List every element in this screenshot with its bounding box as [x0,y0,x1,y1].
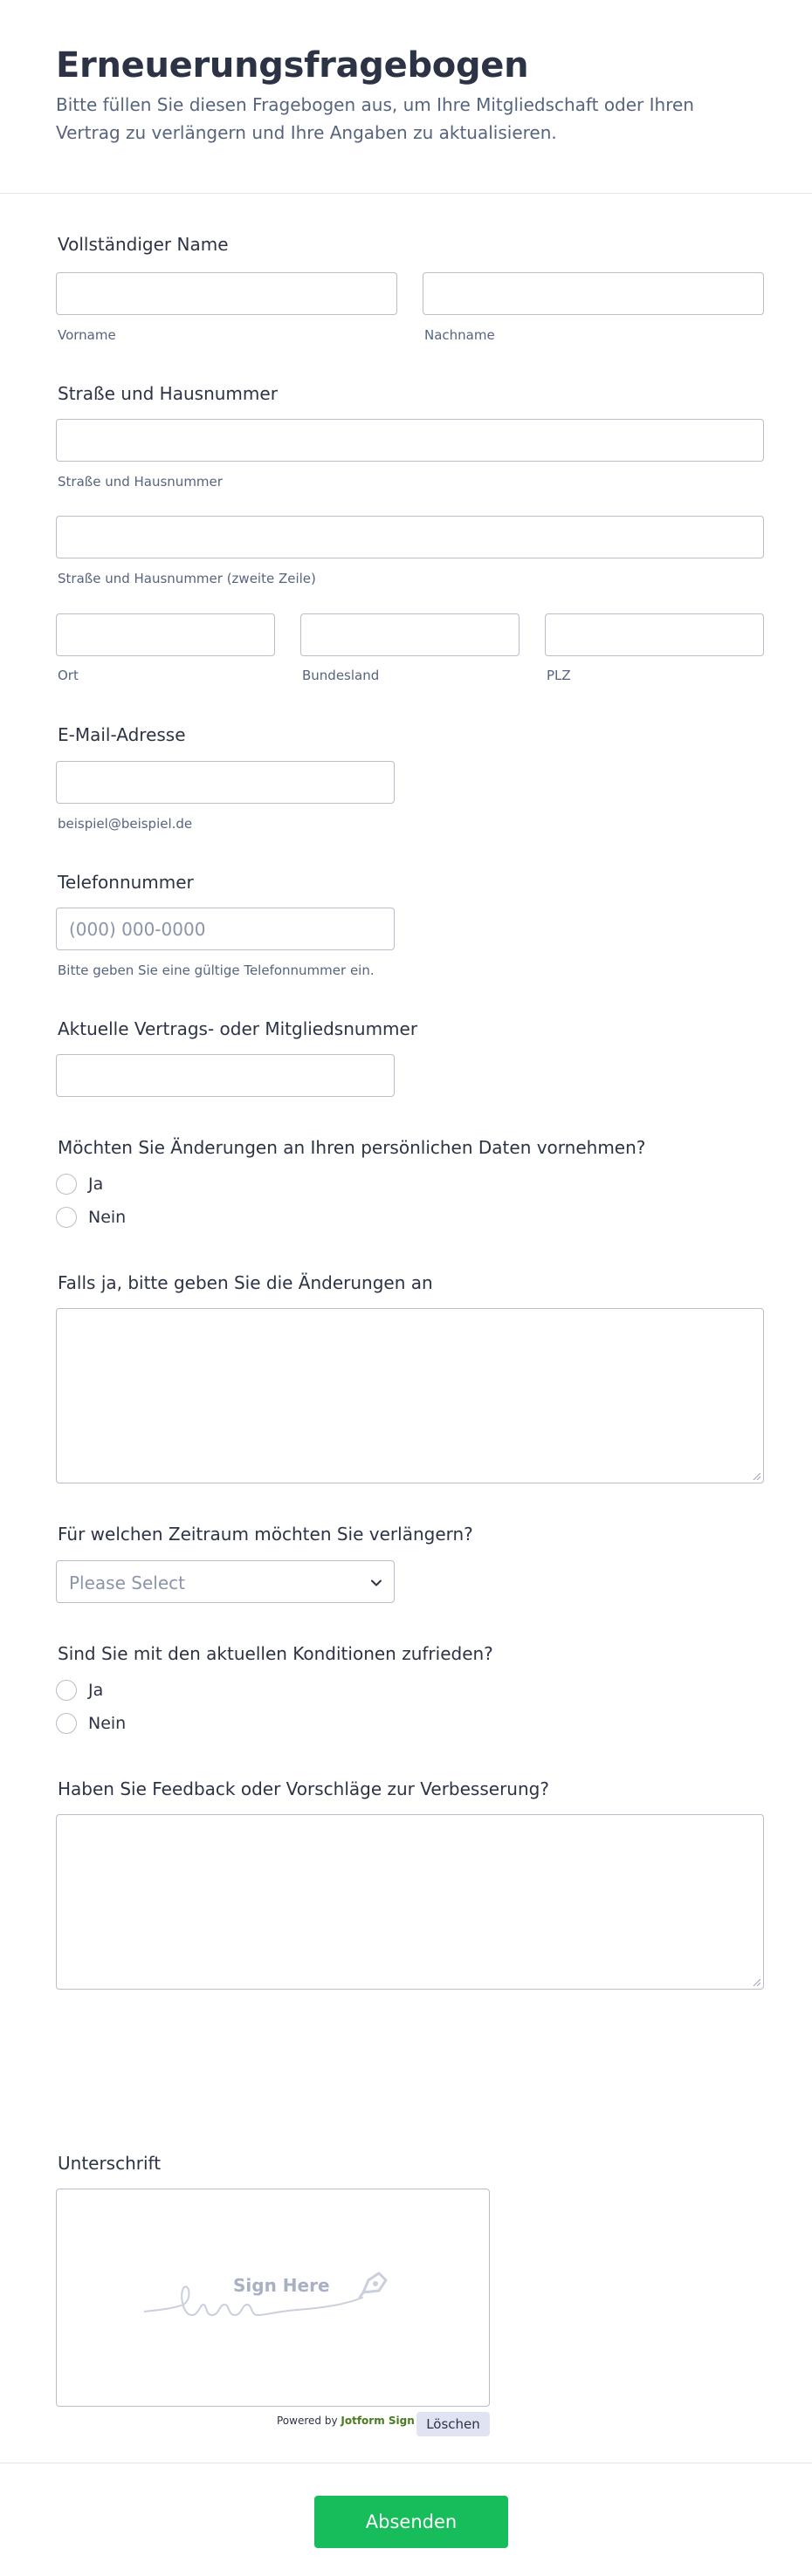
radio-label: Ja [88,1681,104,1700]
radio-button[interactable] [56,1680,77,1701]
city-field[interactable] [56,613,275,656]
feedback-label: Haben Sie Feedback oder Vorschläge zur Verbesserung? [58,1778,549,1799]
state-field[interactable] [300,613,520,656]
feedback-textarea[interactable] [57,1815,763,1989]
first-name-sublabel: Vorname [58,327,116,343]
renewal-period-select[interactable] [56,1560,395,1603]
phone-input[interactable] [57,908,394,949]
address-line2-input[interactable] [57,517,763,558]
changes-details-field[interactable] [56,1308,764,1483]
email-input[interactable] [57,762,394,803]
resize-grip-icon[interactable] [752,1471,760,1480]
satisfaction-option-yes[interactable] [56,1678,103,1702]
first-name-field[interactable] [56,272,397,315]
email-field[interactable] [56,761,395,804]
address-line1-sublabel: Straße und Hausnummer [58,474,223,490]
radio-label: Nein [88,1714,127,1733]
email-label: E-Mail-Adresse [58,724,186,745]
state-sublabel: Bundesland [302,668,380,683]
form-subtitle: Bitte füllen Sie diesen Fragebogen aus, um Ihre Mitgliedschaft oder Ihren Vertrag zu verlängern und Ihre Angaben zu aktualisieren. [56,94,694,143]
city-input[interactable] [57,614,274,655]
radio-button[interactable] [56,1207,77,1228]
changes-question-label: Möchten Sie Änderungen an Ihren persönlichen Daten vornehmen? [58,1137,646,1158]
address-line2-sublabel: Straße und Hausnummer (zweite Zeile) [58,571,316,586]
form-title: Erneuerungsfragebogen [56,45,529,86]
satisfaction-label: Sind Sie mit den aktuellen Konditionen zufrieden? [58,1643,493,1664]
radio-label: Ja [88,1175,104,1194]
phone-field[interactable] [56,908,395,950]
radio-label: Nein [88,1208,127,1227]
address-line2-field[interactable] [56,516,764,558]
changes-option-no[interactable] [56,1205,126,1230]
changes-details-label: Falls ja, bitte geben Sie die Änderungen an [58,1272,433,1293]
radio-button[interactable] [56,1174,77,1195]
submit-button[interactable]: Absenden [314,2496,508,2548]
renewal-period-selected: Please Select [69,1572,185,1593]
city-sublabel: Ort [58,668,79,683]
changes-details-textarea[interactable] [57,1309,763,1483]
zip-field[interactable] [545,613,764,656]
powered-by-brand[interactable]: Jotform Sign [341,2415,415,2427]
address-label: Straße und Hausnummer [58,383,278,404]
changes-option-yes[interactable] [56,1172,103,1196]
satisfaction-option-no[interactable] [56,1711,126,1736]
address-line1-input[interactable] [57,420,763,461]
resize-grip-icon[interactable] [752,1977,760,1986]
signature-label: Unterschrift [58,2153,162,2174]
last-name-input[interactable] [423,273,763,314]
phone-sublabel: Bitte geben Sie eine gültige Telefonnummer ein. [58,963,375,978]
signature-pad[interactable] [56,2189,490,2407]
chevron-down-icon [369,1576,383,1590]
phone-label: Telefonnummer [58,872,194,893]
form-header [0,0,812,194]
state-input[interactable] [301,614,519,655]
full-name-label: Vollständiger Name [58,234,229,255]
contract-number-label: Aktuelle Vertrags- oder Mitgliedsnummer [58,1018,418,1039]
feedback-field[interactable] [56,1814,764,1990]
first-name-input[interactable] [57,273,396,314]
powered-by-text [277,2415,415,2427]
contract-number-field[interactable] [56,1054,395,1097]
address-line1-field[interactable] [56,419,764,462]
zip-input[interactable] [546,614,763,655]
signature-placeholder: Sign Here [233,2275,330,2296]
renewal-period-label: Für welchen Zeitraum möchten Sie verlängern? [58,1524,473,1545]
last-name-field[interactable] [423,272,764,315]
powered-by-prefix: Powered by [277,2415,341,2427]
email-sublabel: beispiel@beispiel.de [58,816,193,832]
last-name-sublabel: Nachname [424,327,495,343]
clear-signature-button[interactable]: Löschen [416,2412,490,2436]
contract-number-input[interactable] [57,1055,394,1096]
radio-button[interactable] [56,1713,77,1734]
pen-nib-icon [356,2266,393,2303]
zip-sublabel: PLZ [547,668,571,683]
